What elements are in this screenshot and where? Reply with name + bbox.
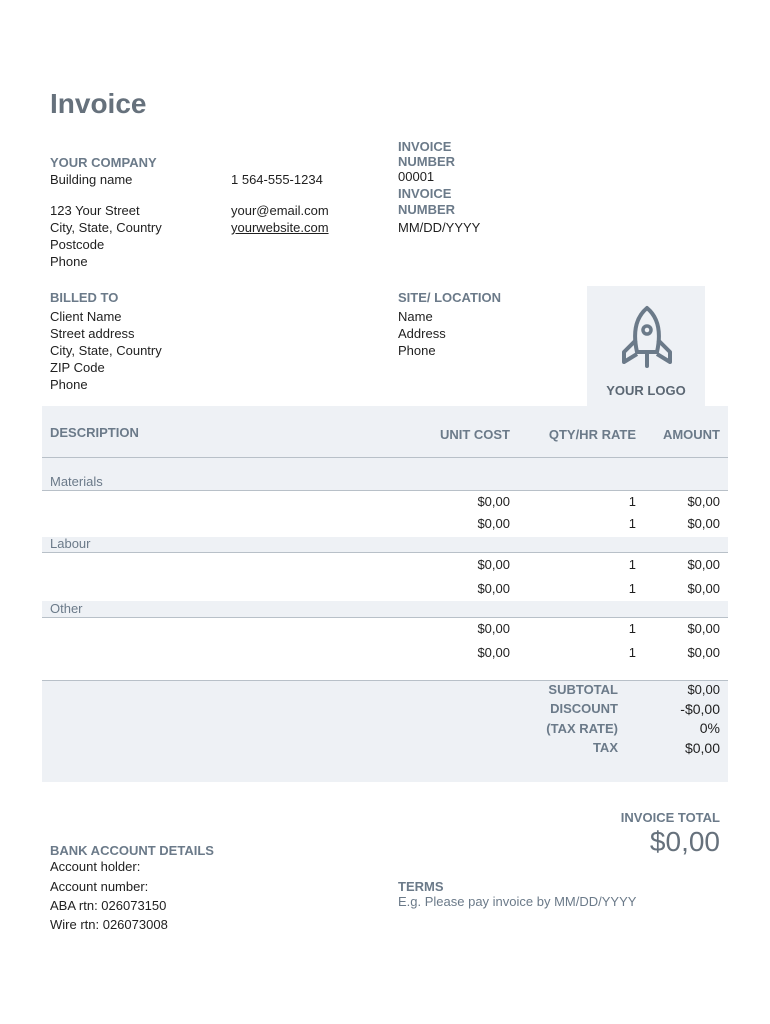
company-city: City, State, Country [50,220,162,235]
table-row-qty: 1 [628,621,636,636]
rocket-icon [617,304,677,370]
billed-to-line: ZIP Code [50,360,105,375]
company-phone: Phone [50,254,88,269]
header-amount: AMOUNT [662,427,720,442]
tax-rate-label: (TAX RATE) [546,721,618,736]
site-label: SITE/ LOCATION [398,290,502,305]
invoice-date-label-2: NUMBER [398,202,456,217]
invoice-number-label-2: NUMBER [398,154,456,169]
header-unit-cost: UNIT COST [439,427,510,442]
section-label-other: Other [50,601,83,616]
table-row-qty: 1 [628,494,636,509]
section-label-labour: Labour [50,536,91,551]
table-row-unit-cost: $0,00 [477,557,510,572]
terms-text: E.g. Please pay invoice by MM/DD/YYYY [398,894,637,909]
billed-to-line: Client Name [50,309,122,324]
table-row-amount: $0,00 [687,645,720,660]
tax-label: TAX [592,740,618,755]
page-title: Invoice [50,88,147,119]
billed-to-line: Phone [50,377,88,392]
billed-to-line: City, State, Country [50,343,162,358]
bank-details-label: BANK ACCOUNT DETAILS [50,843,214,858]
table-row-unit-cost: $0,00 [477,494,510,509]
company-building: Building name [50,172,133,187]
invoice-date-label-1: INVOICE [398,186,452,201]
site-line: Name [398,309,433,324]
invoice-number-label-1: INVOICE [398,139,452,154]
table-row-unit-cost: $0,00 [477,621,510,636]
bank-aba-rtn: ABA rtn: 026073150 [50,898,167,913]
table-row-unit-cost: $0,00 [477,645,510,660]
bank-account-holder: Account holder: [50,859,141,874]
bank-account-number: Account number: [50,879,149,894]
invoice-total-label: INVOICE TOTAL [620,810,720,825]
subtotal-label: SUBTOTAL [548,682,618,697]
company-label: YOUR COMPANY [50,155,157,170]
table-row-amount: $0,00 [687,621,720,636]
table-row-amount: $0,00 [687,494,720,509]
company-email[interactable]: your@email.com [231,203,329,218]
table-row-amount: $0,00 [687,557,720,572]
site-line: Phone [398,343,436,358]
billed-to-line: Street address [50,326,135,341]
header-description: DESCRIPTION [50,425,139,440]
table-row-amount: $0,00 [687,581,720,596]
table-row-qty: 1 [628,581,636,596]
invoice-date-value: MM/DD/YYYY [398,220,481,235]
logo-box [587,286,705,406]
invoice-number-value: 00001 [398,169,435,184]
subtotal-value: $0,00 [687,682,720,697]
logo-text: YOUR LOGO [606,383,686,398]
discount-label: DISCOUNT [550,701,618,716]
company-tel: 1 564-555-1234 [231,172,323,187]
tax-rate-value: 0% [699,720,720,736]
table-row-qty: 1 [628,645,636,660]
discount-value: -$0,00 [680,701,720,717]
site-line: Address [398,326,446,341]
bank-wire-rtn: Wire rtn: 026073008 [50,917,168,932]
section-label-materials: Materials [50,474,103,489]
table-row-qty: 1 [628,516,636,531]
company-website-link[interactable]: yourwebsite.com [231,220,329,235]
company-postcode: Postcode [50,237,105,252]
table-row-amount: $0,00 [687,516,720,531]
table-row-unit-cost: $0,00 [477,581,510,596]
table-row-unit-cost: $0,00 [477,516,510,531]
billed-to-label: BILLED TO [50,290,119,305]
totals-divider [42,680,728,681]
company-street: 123 Your Street [50,203,140,218]
invoice-total-value: $0,00 [649,826,720,857]
tax-value: $0,00 [684,740,720,756]
header-divider [42,457,728,458]
table-row-qty: 1 [628,557,636,572]
terms-label: TERMS [398,879,444,894]
header-qty: QTY/HR RATE [548,427,636,442]
